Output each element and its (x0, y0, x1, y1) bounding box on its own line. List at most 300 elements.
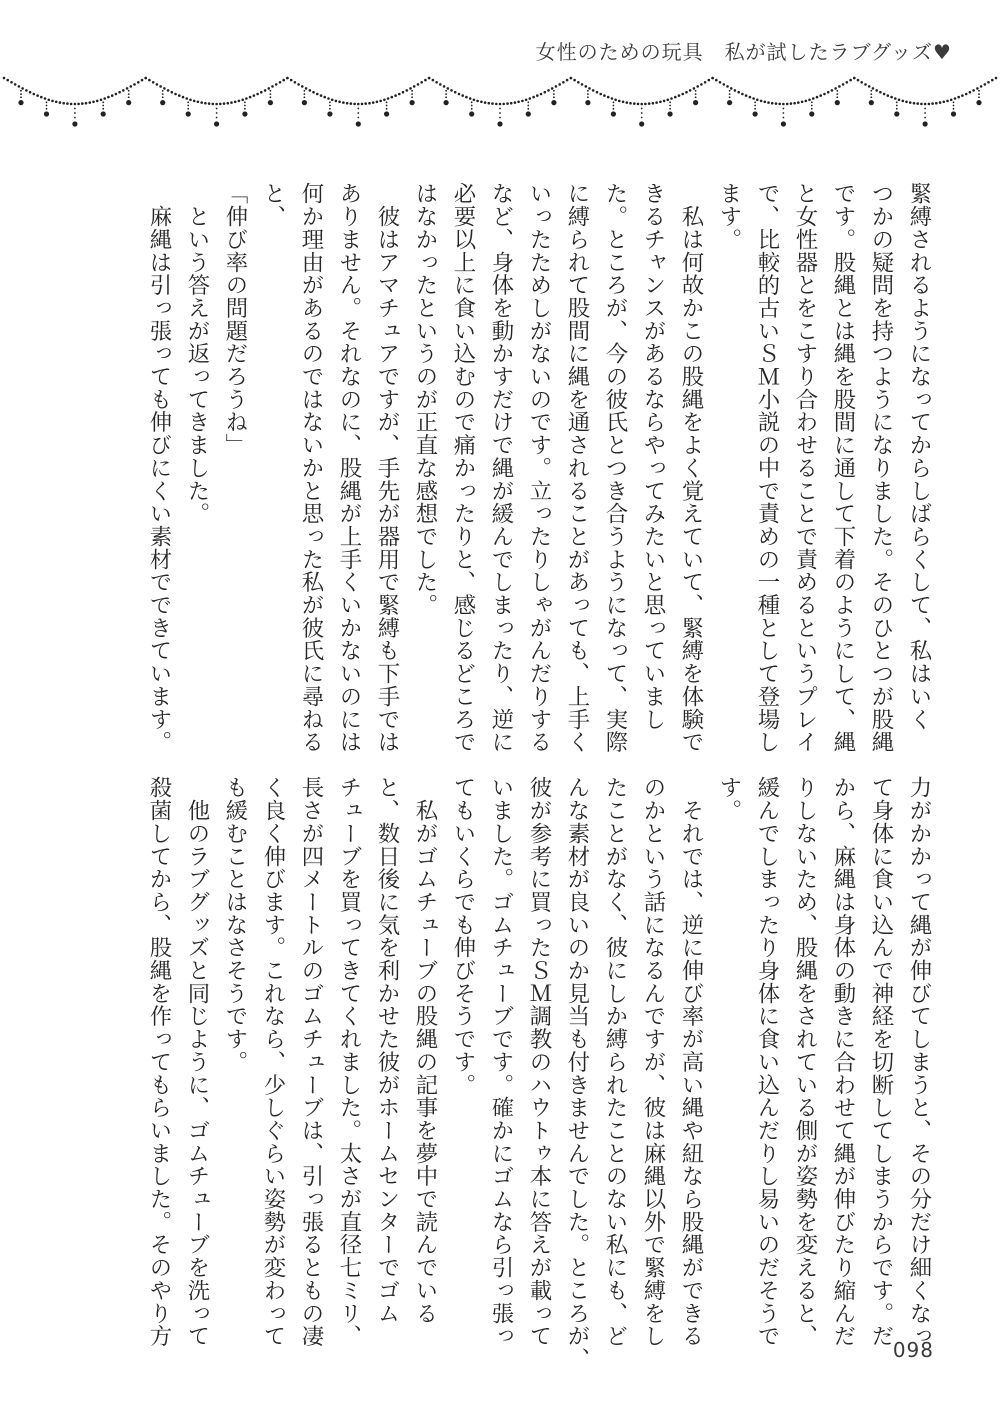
garland-dot (801, 101, 804, 104)
garland-dot (626, 101, 629, 104)
garland-string-dot (386, 105, 388, 107)
garland-dot (700, 83, 703, 86)
garland-string-dot (102, 108, 104, 110)
garland-dot (689, 89, 692, 92)
garland-dot (74, 103, 77, 106)
garland-dot (111, 94, 114, 97)
garland-string-dot (411, 90, 413, 92)
garland-dot (465, 96, 468, 99)
garland-dot (782, 103, 785, 106)
garland-bead (18, 100, 23, 105)
garland-dot (726, 85, 729, 88)
garland-string-dot (244, 108, 246, 110)
garland-dot (573, 79, 576, 82)
garland-bead (268, 100, 273, 105)
garland-dot (357, 103, 360, 106)
garland-dot (488, 102, 491, 105)
garland-dot (950, 99, 953, 102)
text-line: チューブを買ってきてくれました。太さが直径七ミリ、 (336, 776, 362, 1348)
garland-dot (230, 101, 233, 104)
garland-dot (648, 102, 651, 105)
garland-dot (215, 103, 218, 106)
garland-dot (264, 89, 267, 92)
garland-dot (271, 85, 274, 88)
garland-dot (435, 81, 438, 84)
garland-dot (842, 83, 845, 86)
garland-dot (364, 102, 367, 105)
garland-dot (547, 89, 550, 92)
garland-dot (655, 101, 658, 104)
garland-string-dot (641, 112, 643, 114)
garland-dot (137, 81, 140, 84)
garland-dot (115, 93, 118, 96)
text-line: 彼が参考に買ったＳＭ調教のハウトゥ本に答えが載って (526, 776, 552, 1348)
garland-dot (473, 99, 476, 102)
text-line: 力がかかって縄が伸びてしまうと、その分だけ細くなっ (906, 776, 932, 1348)
garland-dot (521, 100, 524, 103)
garland-string-dot (641, 117, 643, 119)
garland-dot (954, 97, 957, 100)
garland-dot (790, 102, 793, 105)
text-line: きるチャンスがあるならやってみたいと思っていまし (640, 182, 666, 731)
garland-dot (812, 97, 815, 100)
text-line: てもいくらでも伸びそうです。 (450, 776, 476, 1096)
garland-dot (200, 101, 203, 104)
garland-string-dot (870, 96, 872, 98)
garland-dot (775, 102, 778, 105)
garland-bead (611, 111, 616, 116)
garland-string-dot (386, 108, 388, 110)
garland-dot (614, 99, 617, 102)
garland-dot (711, 77, 714, 80)
garland-dot (629, 102, 632, 105)
garland-dot (62, 102, 65, 105)
garland-dot (551, 87, 554, 90)
garland-dot (723, 83, 726, 86)
garland-dot (894, 97, 897, 100)
garland-dot (883, 93, 886, 96)
garland-dot (409, 87, 412, 90)
garland-dot (320, 94, 323, 97)
garland-string-dot (244, 105, 246, 107)
page-number: 098 (892, 1338, 934, 1362)
text-line: ます。 (716, 182, 742, 251)
garland-dot (391, 96, 394, 99)
garland-dot (875, 89, 878, 92)
garland-dot (596, 91, 599, 94)
garland-dot (182, 96, 185, 99)
garland-dot (480, 101, 483, 104)
garland-dot (174, 93, 177, 96)
garland-dot (245, 97, 248, 100)
garland-dot (674, 96, 677, 99)
garland-dot (797, 101, 800, 104)
garland-dot (29, 91, 32, 94)
garland-dot (450, 89, 453, 92)
garland-string-dot (896, 108, 898, 110)
garland-dot (831, 89, 834, 92)
garland-string-dot (499, 112, 501, 114)
garland-string-dot (896, 101, 898, 103)
garland-string-dot (695, 96, 697, 98)
garland-dot (622, 101, 625, 104)
garland-dot (51, 100, 54, 103)
garland-dot (122, 89, 125, 92)
garland-dot (275, 83, 278, 86)
garland-dot (603, 94, 606, 97)
garland-dot (353, 103, 356, 106)
garland-string-dot (754, 101, 756, 103)
garland-dot (924, 103, 927, 106)
garland-dot (972, 89, 975, 92)
garland-bead (668, 111, 673, 116)
garland-dot (406, 89, 409, 92)
garland-bead (526, 111, 531, 116)
garland-dot (458, 93, 461, 96)
garland-dot (279, 81, 282, 84)
garland-string-dot (978, 93, 980, 95)
garland-dot (156, 83, 159, 86)
garland-bead (809, 111, 814, 116)
garland-dot (118, 91, 121, 94)
garland-dot (764, 101, 767, 104)
garland-dot (965, 93, 968, 96)
garland-dot (484, 101, 487, 104)
garland-string-dot (613, 108, 615, 110)
garland-dot (961, 94, 964, 97)
garland-dot (398, 93, 401, 96)
garland-dot (178, 94, 181, 97)
garland-dot (141, 79, 144, 82)
garland-dot (159, 85, 162, 88)
garland-dot (872, 87, 875, 90)
garland-dot (18, 85, 21, 88)
garland-bead (327, 111, 332, 116)
garland-dot (916, 102, 919, 105)
garland-dot (920, 103, 923, 106)
garland-bead (444, 100, 449, 105)
garland-bead (126, 100, 131, 105)
text-line: んな素材が良いのか見当も付きませんでした。ところが、 (564, 776, 590, 1371)
garland-bead (727, 100, 732, 105)
garland-string-dot (836, 93, 838, 95)
garland-dot (995, 77, 998, 80)
garland-dot (857, 79, 860, 82)
garland-dot (566, 79, 569, 82)
garland-dot (100, 99, 103, 102)
garland-dot (585, 85, 588, 88)
text-line: 麻縄は引っ張っても伸びにくい素材でできています。 (146, 182, 172, 754)
garland-string-dot (754, 105, 756, 107)
garland-dot (163, 87, 166, 90)
garland-dot (77, 103, 80, 106)
garland-dot (778, 103, 781, 106)
garland-dot (6, 79, 9, 82)
garland-string-dot (870, 93, 872, 95)
garland-string-dot (499, 108, 501, 110)
text-line: 私は何故かこの股縄をよく覚えていて、緊縛を体験で (678, 182, 704, 754)
garland-dot (312, 91, 315, 94)
garland-dot (570, 77, 573, 80)
garland-string-dot (783, 112, 785, 114)
garland-dot (823, 93, 826, 96)
garland-dot (544, 91, 547, 94)
garland-dot (532, 96, 535, 99)
garland-string-dot (270, 93, 272, 95)
garland-string-dot (187, 105, 189, 107)
garland-dot (185, 97, 188, 100)
garland-string-dot (216, 117, 218, 119)
garland-string-dot (386, 101, 388, 103)
garland-dot (734, 89, 737, 92)
garland-string-dot (836, 90, 838, 92)
garland-dot (868, 85, 871, 88)
text-line: と、数日後に気を利かせた彼がホームセンターでゴム (374, 776, 400, 1325)
garland-bead (214, 121, 219, 126)
garland-dot (394, 94, 397, 97)
garland-dot (696, 85, 699, 88)
garland-dot (577, 81, 580, 84)
garland-string-dot (729, 96, 731, 98)
garland-dot (469, 97, 472, 100)
text-line: 長さが四メートルのゴムチューブは、引っ張るともの凄 (298, 776, 324, 1348)
garland-string-dot (187, 101, 189, 103)
garland-dot (905, 101, 908, 104)
garland-bead (356, 121, 361, 126)
garland-string-dot (836, 96, 838, 98)
garland-dot (767, 101, 770, 104)
garland-bead (693, 100, 698, 105)
garland-dot (338, 101, 341, 104)
garland-dot (745, 94, 748, 97)
garland-string-dot (811, 108, 813, 110)
garland-string-dot (669, 105, 671, 107)
garland-dot (991, 79, 994, 82)
garland-dot (420, 81, 423, 84)
garland-dot (715, 79, 718, 82)
garland-dot (331, 99, 334, 102)
text-line: ありません。それなのに、股縄が上手くいかないのには (336, 182, 362, 754)
garland-dot (48, 99, 51, 102)
text-line: 殺菌してから、股縄を作ってもらいました。そのやり方 (146, 776, 172, 1348)
garland-dot (413, 85, 416, 88)
text-line: た。ところが、今の彼氏とつき合うようになって、実際 (602, 182, 628, 754)
garland-string-dot (74, 112, 76, 114)
garland-dot (771, 102, 774, 105)
text-line: それでは、逆に伸び率が高い縄や紐なら股縄ができる (678, 776, 704, 1348)
garland-string-dot (162, 96, 164, 98)
garland-bead (72, 121, 77, 126)
garland-string-dot (729, 90, 731, 92)
garland-string-dot (20, 90, 22, 92)
garland-dot (640, 103, 643, 106)
garland-dot (268, 87, 271, 90)
garland-dot (588, 87, 591, 90)
garland-string-dot (754, 108, 756, 110)
garland-dot (346, 102, 349, 105)
garland-dot (14, 83, 17, 86)
garland-string-dot (527, 108, 529, 110)
text-line: たことがなく、彼にしか縛られたことのない私にも、ど (602, 776, 628, 1348)
text-line: す。 (716, 776, 742, 822)
garland-string-dot (613, 105, 615, 107)
garland-bead (951, 111, 956, 116)
garland-dot (189, 99, 192, 102)
text-line: で、比較的古いＳＭ小説の中で責めの一種として登場し (754, 182, 780, 754)
garland-string-dot (553, 90, 555, 92)
garland-dot (171, 91, 174, 94)
garland-string-dot (357, 112, 359, 114)
garland-dot (368, 102, 371, 105)
garland-dot (428, 77, 431, 80)
garland-string-dot (216, 108, 218, 110)
garland-dot (928, 103, 931, 106)
text-line: 「伸び率の問題だろうね」 (222, 182, 248, 457)
garland-dot (913, 102, 916, 105)
garland-string-dot (445, 96, 447, 98)
garland-dot (301, 85, 304, 88)
garland-string-dot (445, 93, 447, 95)
garland-dot (980, 85, 983, 88)
garland-dot (44, 97, 47, 100)
garland-dot (890, 96, 893, 99)
garland-dot (376, 101, 379, 104)
garland-dot (525, 99, 528, 102)
garland-dot (502, 103, 505, 106)
text-line: 緊縛されるようになってからしばらくして、私はいく (906, 182, 932, 731)
text-line: に縛られて股間に縄を通されることがあっても、上手く (564, 182, 590, 754)
garland-dot (335, 100, 338, 103)
garland-string-dot (329, 101, 331, 103)
garland-dot (849, 79, 852, 82)
garland-string-dot (20, 96, 22, 98)
garland-dot (316, 93, 319, 96)
text-line: と女性器とをこすり合わせることで責めるというプレイ (792, 182, 818, 754)
garland-dot (70, 103, 73, 106)
garland-string-dot (304, 96, 306, 98)
garland-string-dot (128, 90, 130, 92)
garland-dot (517, 101, 520, 104)
garland-dot (902, 100, 905, 103)
garland-dot (853, 77, 856, 80)
garland-string-dot (499, 117, 501, 119)
garland-dot (193, 100, 196, 103)
garland-dot (383, 99, 386, 102)
garland-dot (663, 100, 666, 103)
garland-string-dot (304, 93, 306, 95)
garland-string-dot (46, 101, 48, 103)
garland-bead (497, 121, 502, 126)
garland-dot (10, 81, 13, 84)
garland-dot (260, 91, 263, 94)
garland-string-dot (783, 117, 785, 119)
garland-bead (585, 100, 590, 105)
garland-dot (424, 79, 427, 82)
garland-string-dot (46, 108, 48, 110)
text-line: 必要以上に食い込むので痛かったりと、感じるどころで (450, 182, 476, 754)
garland-dot (417, 83, 420, 86)
garland-bead (835, 100, 840, 105)
text-line: はなかったというのが正直な感想でした。 (412, 182, 438, 617)
garland-dot (805, 100, 808, 103)
garland-string-dot (128, 96, 130, 98)
garland-bead (869, 100, 874, 105)
garland-dot (282, 79, 285, 82)
garland-bead (410, 100, 415, 105)
garland-string-dot (357, 117, 359, 119)
garland-dot (227, 102, 230, 105)
garland-dot (909, 101, 912, 104)
garland-dot (432, 79, 435, 82)
garland-bead (44, 111, 49, 116)
garland-dot (719, 81, 722, 84)
text-line: 他のラブグッズと同じように、ゴムチューブを洗って (184, 776, 210, 1348)
garland-dot (786, 103, 789, 106)
text-line: いました。ゴムチューブです。確かにゴムなら引っ張っ (488, 776, 514, 1348)
running-header-title: 女性のための玩具 私が試したラブグッズ♥ (535, 40, 952, 64)
text-line: て身体に食い込んで神経を切断してしまうからです。だ (868, 776, 894, 1348)
garland-string-dot (471, 105, 473, 107)
garland-string-dot (669, 101, 671, 103)
garland-string-dot (553, 96, 555, 98)
garland-dot (946, 100, 949, 103)
text-line: く良く伸びます。これなら、少しぐらい姿勢が変わって (260, 776, 286, 1348)
garland-string-dot (270, 96, 272, 98)
garland-string-dot (244, 101, 246, 103)
garland-dot (939, 101, 942, 104)
garland-string-dot (811, 101, 813, 103)
garland-string-dot (216, 112, 218, 114)
garland-string-dot (695, 90, 697, 92)
garland-dot (808, 99, 811, 102)
garland-dot (96, 100, 99, 103)
garland-string-dot (304, 90, 306, 92)
text-line: りしないため、股縄をされている側が姿勢を変えると、 (792, 776, 818, 1348)
decorative-garland (0, 70, 1000, 140)
garland-dot (633, 102, 636, 105)
garland-dot (678, 94, 681, 97)
garland-string-dot (527, 101, 529, 103)
garland-dot (846, 81, 849, 84)
text-line: つかの疑問を持つようになりました。そのひとつが股縄 (868, 182, 894, 754)
garland-string-dot (978, 90, 980, 92)
garland-string-dot (74, 117, 76, 119)
garland-string-dot (924, 112, 926, 114)
body-text-top-block (140, 182, 938, 754)
garland-dot (510, 102, 513, 105)
garland-dot (309, 89, 312, 92)
garland-string-dot (128, 93, 130, 95)
garland-dot (793, 102, 796, 105)
garland-bead (160, 100, 165, 105)
garland-string-dot (270, 90, 272, 92)
garland-dot (89, 101, 92, 104)
text-line: と、 (260, 182, 286, 228)
garland-bead (551, 100, 556, 105)
garland-dot (816, 96, 819, 99)
garland-dot (491, 102, 494, 105)
garland-dot (749, 96, 752, 99)
garland-dot (107, 96, 110, 99)
garland-dot (540, 93, 543, 96)
garland-dot (133, 83, 136, 86)
garland-dot (387, 97, 390, 100)
garland-bead (186, 111, 191, 116)
garland-dot (581, 83, 584, 86)
garland-string-dot (357, 108, 359, 110)
garland-dot (693, 87, 696, 90)
garland-string-dot (924, 117, 926, 119)
